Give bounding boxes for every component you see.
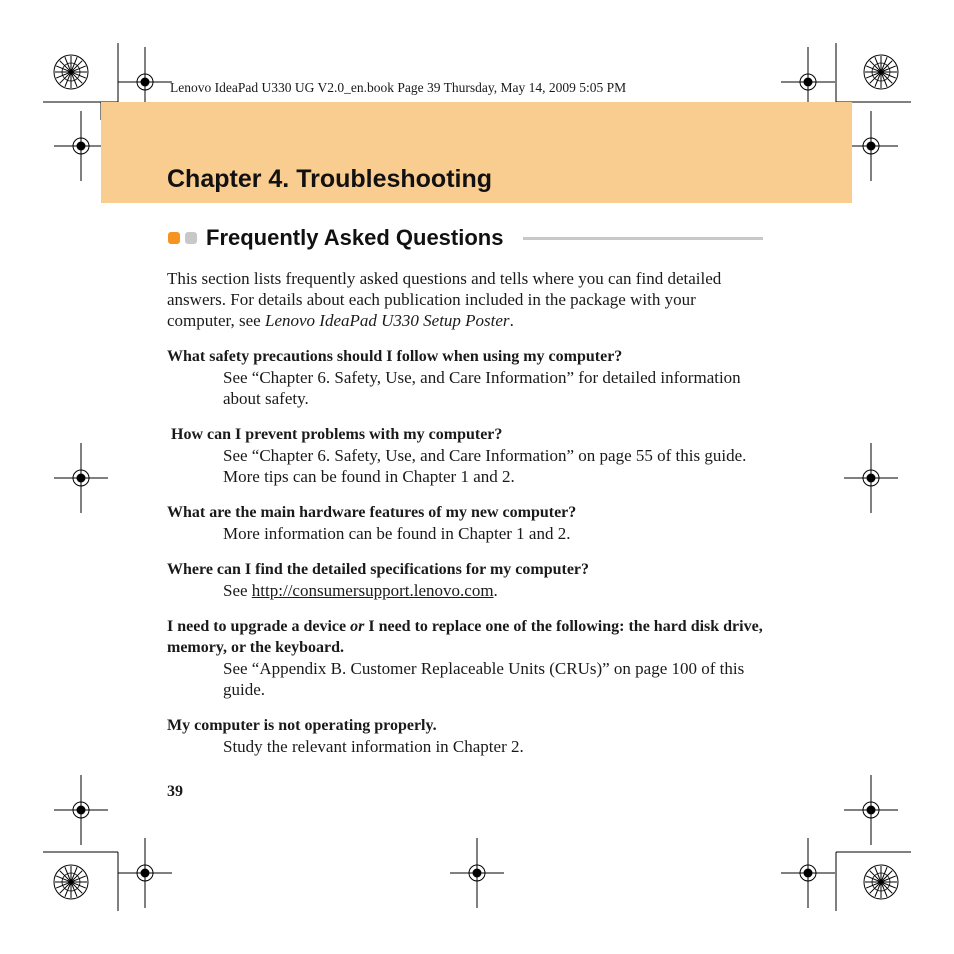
faq-answer-prevent-problems: See “Chapter 6. Safety, Use, and Care Information” on page 55 of this guide. More tips can be found in Chapter 1 and 2. <box>223 446 747 486</box>
faq-question-upgrade-replace: I need to upgrade a device or I need to replace one of the following: the hard disk drive, memory, or the keyboard. <box>167 618 763 656</box>
section-title: Frequently Asked Questions <box>206 225 504 250</box>
faq-content <box>167 268 763 757</box>
orange-square-bullet-icon <box>168 232 180 244</box>
setup-poster-reference: Lenovo IdeaPad U330 Setup Poster <box>264 311 510 330</box>
section-heading <box>167 225 763 253</box>
faq-question-specifications: Where can I find the detailed specifications for my computer? <box>167 561 590 578</box>
faq-question-safety: What safety precautions should I follow when using my computer? <box>167 348 623 365</box>
faq-answer-upgrade-replace: See “Appendix B. Customer Replaceable Units (CRUs)” on page 100 of this guide. <box>223 659 745 699</box>
faq-question-prevent-problems: How can I prevent problems with my computer? <box>171 426 503 443</box>
faq-answer-hardware-features: More information can be found in Chapter 1 and 2. <box>223 524 571 543</box>
gray-square-bullet-icon <box>185 232 197 244</box>
page-number: 39 <box>167 783 183 800</box>
faq-answer-not-operating: Study the relevant information in Chapter 2. <box>223 737 524 756</box>
faq-answer-safety: See “Chapter 6. Safety, Use, and Care Information” for detailed information about safety. <box>223 368 741 408</box>
consumer-support-link[interactable]: http://consumersupport.lenovo.com <box>251 581 494 600</box>
print-slug-line: Lenovo IdeaPad U330 UG V2.0_en.book Page 39 Thursday, May 14, 2009 5:05 PM <box>170 80 627 95</box>
section-title-rule <box>523 237 763 240</box>
faq-answer-specifications: See http://consumersupport.lenovo.com. <box>223 581 498 600</box>
faq-question-not-operating: My computer is not operating properly. <box>167 717 437 734</box>
chapter-title: Chapter 4. Troubleshooting <box>167 165 493 193</box>
faq-question-hardware-features: What are the main hardware features of my new computer? <box>167 504 577 521</box>
intro-paragraph: This section lists frequently asked questions and tells where you can find detailed answers. For details about each publication included in the package with your computer, see Lenovo IdeaPad U330 Setup Poster. <box>167 269 722 330</box>
